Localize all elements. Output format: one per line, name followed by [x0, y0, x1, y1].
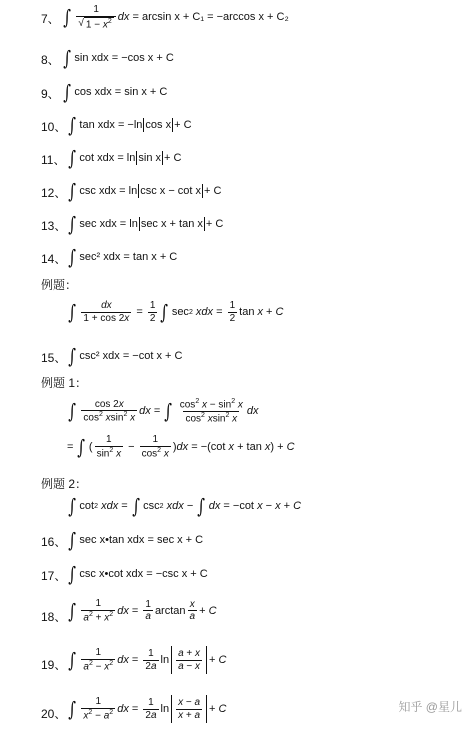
example-2-formula: ∫ cot 2 xdx = ∫ csc 2 xdx − ∫ dx = −cot x − x + C [68, 494, 302, 518]
formula-7: ∫ 1 √ $1 - x^2$ dx = arcsin x + C₁ = −arccos x + C₂ [63, 4, 289, 30]
formula-text: sin xdx = −cos x + C [74, 52, 174, 64]
formula-text: cos xdx = sin x + C [74, 86, 168, 98]
formula-number: 15、 [41, 351, 67, 365]
formula-number: 10、 [41, 120, 67, 134]
example-label: 例题： [41, 278, 78, 292]
watermark: 知乎 @星儿 [398, 700, 462, 714]
formula-text: sec x•tan xdx = sec x + C [79, 534, 204, 546]
formula-rhs: = arcsin x + C₁ = −arccos x + C₂ [132, 11, 289, 24]
formula-lhs: tan xdx = −ln [79, 119, 143, 131]
example-label: 例题 2： [41, 477, 88, 491]
formula-number: 9、 [41, 87, 60, 101]
formula-17: ∫ csc x•cot xdx = −csc x + C [68, 562, 208, 586]
example-1-formula-b: = ∫ ( $\frac{1}{\sin^2 x}$ − $\frac{1}{\cos^2 x}$ ) dx = −(cot x + tan x ) + C [67, 434, 295, 459]
example-formula: ∫ $\frac{dx}{1 + \cos 2x}$ = $\frac{1}{2}$ ∫ sec 2 xdx = $\frac{1}{2}$ tan x + C [68, 300, 284, 324]
formula-10: ∫ tan xdx = −ln cos x + C [68, 113, 192, 137]
formula-number: 8、 [41, 53, 60, 67]
formula-15: ∫ csc² xdx = −cot x + C [68, 344, 183, 368]
formula-13: ∫ sec xdx = ln sec x + tan x + C [68, 212, 224, 236]
formula-number: 7、 [41, 12, 60, 26]
formula-11: ∫ cot xdx = ln sin x + C [68, 146, 182, 170]
formula-number: 18、 [41, 610, 67, 624]
formula-number: 14、 [41, 252, 67, 266]
formula-rhs: + C [205, 218, 224, 230]
formula-14: ∫ sec² xdx = tan x + C [68, 245, 178, 269]
formula-rhs: + C [164, 152, 182, 164]
formula-12: ∫ csc xdx = ln csc x − cot x + C [68, 179, 222, 203]
fraction: 1 √ $1 - x^2$ [76, 4, 115, 30]
formula-abs: cos x [145, 119, 172, 131]
formula-16: ∫ sec x•tan xdx = sec x + C [68, 528, 204, 552]
formula-number: 16、 [41, 535, 67, 549]
formula-number: 19、 [41, 658, 67, 672]
formula-20: ∫ $\frac{1}{x^2 - a^2}$ dx = $\frac{1}{2a}$ ln $\frac{x - a}{x + a}$ + C [68, 696, 227, 722]
formula-lhs: cot xdx = ln [79, 152, 136, 164]
formula-text: sec² xdx = tan x + C [79, 251, 178, 263]
formula-8: ∫ sin xdx = −cos x + C [63, 46, 174, 70]
example-1-formula-a: ∫ $\frac{\cos 2x}{\cos^2 xsin^2 x}$ dx = ∫ $\frac{\cos^2 x - \sin^2 x}{\cos^2 xsin^2 x}$ dx [68, 398, 259, 425]
formula-number: 13、 [41, 219, 67, 233]
formula-rhs: + C [204, 185, 222, 197]
integral-sign: ∫ [63, 5, 72, 30]
formula-abs: csc x − cot x [140, 185, 202, 197]
formula-lhs: sec xdx = ln [79, 218, 138, 230]
formula-lhs: csc xdx = ln [79, 185, 138, 197]
formula-text: csc² xdx = −cot x + C [79, 350, 183, 362]
formula-19: ∫ $\frac{1}{a^2 - x^2}$ dx = $\frac{1}{2a}$ ln $\frac{a + x}{a - x}$ + C [68, 647, 227, 673]
formula-number: 20、 [41, 707, 67, 721]
formula-abs: sin x [138, 152, 161, 164]
formula-rhs: + C [174, 119, 192, 131]
formula-number: 12、 [41, 186, 67, 200]
formula-abs: sec x + tan x [140, 218, 203, 230]
formula-18: ∫ $\frac{1}{a^2 + x^2}$ dx = $\frac{1}{a}$ arctan $\frac{x}{a}$ + C [68, 598, 217, 623]
example-label: 例题 1： [41, 376, 88, 390]
formula-text: csc x•cot xdx = −csc x + C [79, 568, 208, 580]
formula-9: ∫ cos xdx = sin x + C [63, 80, 168, 104]
formula-number: 11、 [41, 153, 66, 167]
formula-number: 17、 [41, 569, 67, 583]
